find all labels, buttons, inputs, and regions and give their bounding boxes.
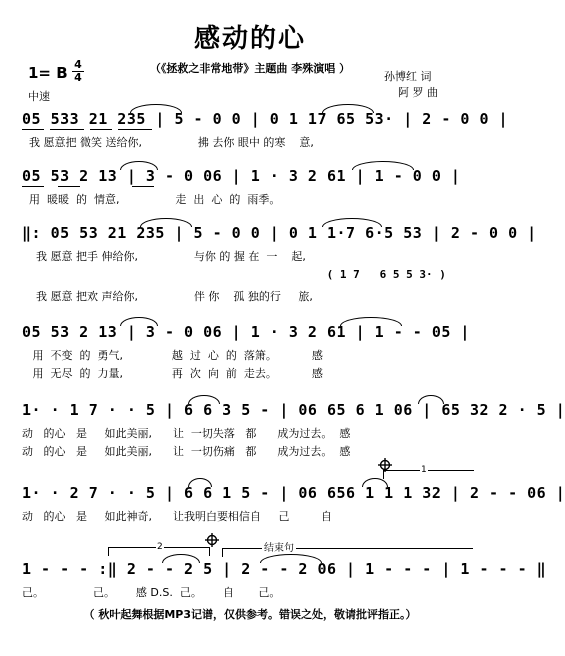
ending-bracket — [222, 548, 473, 557]
notation-line: 1 - - - :‖ 2 - - 2 5 | 2 - - 2 06 | 1 - - - | 1 - - - ‖ — [22, 560, 547, 578]
tempo-marking: 中速 — [28, 90, 50, 103]
slur-mark — [418, 395, 444, 404]
lyricist-credit: 孙博红 词 — [384, 70, 432, 83]
lyric-line: 用 不变 的 勇气, 越 过 心 的 落箫。 感 — [22, 349, 323, 362]
lyric-line: 我 愿意 把欢 声给你, 伴 你 孤 独的行 旅, — [22, 290, 313, 303]
slur-mark — [188, 395, 220, 404]
slur-mark — [362, 478, 388, 487]
slur-mark — [322, 218, 382, 227]
footer-note: （ 秋叶起舞根据MP3记谱，仅供参考。错误之处，敬请批评指正。） — [83, 608, 417, 621]
lyric-line: 我 愿意把 微笑 送给你, 拂 去你 眼中 的寒 意, — [22, 136, 314, 149]
song-subtitle: （《拯救之非常地带》主题曲 李殊演唱 ） — [149, 62, 351, 75]
time-bottom: 4 — [74, 71, 82, 84]
underline-mark — [58, 186, 80, 187]
notation-line: 05 53 2 13 | 3 - 0 06 | 1 · 3 2 61 | 1 - - 05 | — [22, 323, 470, 341]
time-top: 4 — [74, 58, 82, 71]
slur-mark — [352, 161, 414, 170]
composer-credit: 阿 罗 曲 — [398, 86, 438, 99]
lyric-line: 动 的心 是 如此神奇, 让我明白要相信自 己 自 — [22, 510, 332, 523]
slur-mark — [140, 218, 192, 227]
underline-mark — [22, 129, 44, 130]
underline-mark — [22, 186, 44, 187]
key-signature: 1= B — [28, 64, 68, 82]
slur-mark — [340, 317, 402, 326]
slur-mark — [120, 317, 158, 326]
lyric-line: 我 愿意 把手 伸给你, 与你 的 握 在 一 起, — [22, 250, 306, 263]
underline-mark — [90, 129, 112, 130]
lyric-line: 用 无尽 的 力量, 再 次 向 前 走去。 感 — [22, 367, 323, 380]
time-signature — [72, 60, 84, 83]
underline-mark — [50, 129, 84, 130]
lyric-line: 己。 己。 感 D.S. 己。 自 己。 — [22, 586, 281, 599]
volta-number-1: 1 — [421, 465, 427, 475]
lyric-line: 动 的心 是 如此美丽, 让 一切失落 都 成为过去。 感 — [22, 427, 351, 440]
underline-mark — [132, 186, 154, 187]
slur-mark — [322, 104, 374, 113]
lyric-line: 动 的心 是 如此美丽, 让 一切伤痛 都 成为过去。 感 — [22, 445, 351, 458]
volta-number-2: 2 — [157, 542, 163, 552]
slur-mark — [188, 478, 212, 487]
coda-icon — [205, 533, 219, 547]
slur-mark — [130, 104, 182, 113]
song-title: 感动的心 — [193, 24, 306, 54]
underline-mark — [118, 129, 152, 130]
notation-line: 1· · 2 7 · · 5 | 6 6 1 5 - | 06 656 1 1 1 32 | 2 - - 06 | — [22, 484, 565, 502]
notation-line: 05 533 21 235 | 5 - 0 0 | 0 1 17 65 53· | 2 - 0 0 | — [22, 110, 509, 128]
slur-mark — [120, 161, 158, 170]
alt-notation-line: ( 1 7 6 5 5 3· ) — [22, 268, 446, 281]
notation-line: 05 53 2 13 | 3 - 0 06 | 1 · 3 2 61 | 1 - 0 0 | — [22, 167, 461, 185]
notation-line: ‖: 05 53 21 235 | 5 - 0 0 | 0 1 1·7 6·5 53 | 2 - 0 0 | — [22, 224, 537, 242]
notation-line: 1· · 1 7 · · 5 | 6 6 3 5 - | 06 65 6 1 06 | 65 32 2 · 5 | — [22, 401, 565, 419]
ending-label: 结束句 — [262, 539, 296, 554]
volta-bracket-1 — [383, 470, 474, 479]
lyric-line: 用 暖暖 的 情意, 走 出 心 的 雨季。 — [22, 193, 281, 206]
